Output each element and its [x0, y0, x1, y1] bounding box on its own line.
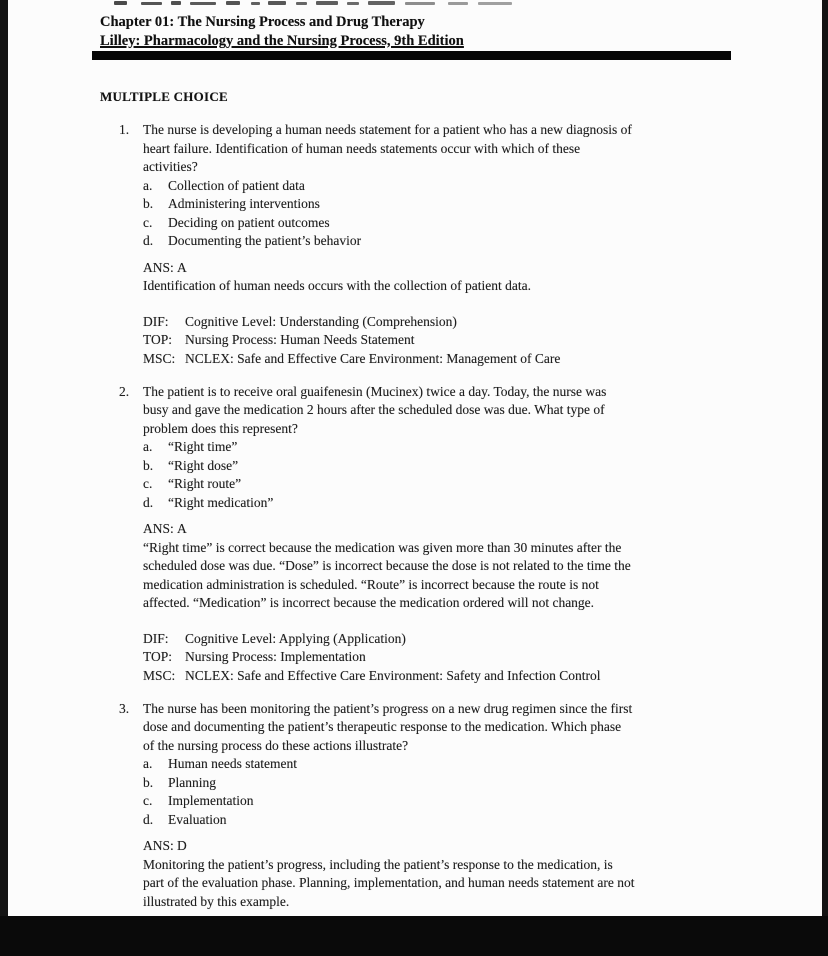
document-body [0, 88, 828, 911]
answer-label: ANS: [143, 521, 174, 536]
option-text: “Right medication” [168, 494, 274, 510]
answer-value: D [177, 838, 187, 853]
meta-text: NCLEX: Safe and Effective Care Environment: Management of Care [185, 350, 561, 366]
document-header [100, 13, 464, 51]
rationale [119, 539, 748, 613]
meta-top [143, 648, 748, 667]
option-c [119, 475, 748, 494]
text-smudge [347, 2, 359, 5]
rationale-line: illustrated by this example. [143, 893, 290, 909]
book-title: Lilley: Pharmacology and the Nursing Process, 9th Edition [100, 33, 464, 49]
rationale [119, 277, 748, 296]
stem-line: dose and documenting the patient’s therapeutic response to the medication. Which phase [143, 719, 622, 734]
option-b [119, 195, 748, 214]
option-text: Administering interventions [168, 196, 320, 211]
rationale [119, 856, 748, 912]
scan-border-bottom [0, 916, 828, 956]
question-stem [143, 121, 748, 177]
clipped-text-remnant [0, 0, 828, 7]
meta-dif [143, 630, 748, 649]
stem-line: The patient is to receive oral guaifenesin (Mucinex) twice a day. Today, the nurse was [143, 383, 607, 399]
question-stem [143, 700, 748, 756]
question-stem-row [119, 700, 748, 756]
stem-line: of the nursing process do these actions illustrate? [143, 737, 409, 753]
option-letter: b. [143, 196, 154, 211]
option-a [119, 438, 748, 457]
text-smudge [226, 1, 240, 5]
option-d [119, 811, 748, 830]
meta-msc [143, 667, 748, 686]
answer-row [119, 837, 748, 856]
question-meta [119, 313, 748, 369]
option-d [119, 232, 748, 251]
question-stem-row [119, 121, 748, 177]
section-heading: MULTIPLE CHOICE [100, 89, 228, 104]
chapter-title: Chapter 01: The Nursing Process and Drug Therapy [100, 14, 425, 30]
option-letter: c. [143, 214, 153, 230]
option-text: “Right dose” [168, 457, 239, 473]
text-smudge [368, 1, 395, 5]
option-a [119, 755, 748, 774]
answer-label: ANS: [143, 838, 174, 853]
rationale-line: affected. “Medication” is incorrect because the medication ordered will not change. [143, 595, 595, 610]
question-block-3 [119, 700, 828, 912]
stem-line: activities? [143, 159, 198, 174]
rationale-line: part of the evaluation phase. Planning, implementation, and human needs statement are not [143, 875, 635, 890]
option-c [119, 214, 748, 233]
answer-label: ANS: [143, 259, 174, 275]
question-block-2 [119, 383, 828, 686]
question-meta [119, 630, 748, 686]
text-smudge [114, 1, 127, 5]
meta-top [143, 331, 748, 350]
option-letter: a. [143, 756, 153, 771]
meta-label: DIF: [143, 313, 169, 329]
rationale-line: Identification of human needs occurs with the collection of patient data. [143, 278, 531, 293]
options-list [119, 438, 748, 512]
option-letter: d. [143, 233, 154, 248]
stem-line: The nurse is developing a human needs statement for a patient who has a new diagnosis of [143, 122, 632, 137]
header-divider-bar [92, 51, 731, 60]
option-text: Deciding on patient outcomes [168, 214, 330, 230]
question-stem-row [119, 383, 748, 439]
option-letter: d. [143, 811, 154, 827]
meta-label: MSC: [143, 350, 176, 366]
option-letter: c. [143, 476, 153, 491]
question-stem [143, 383, 748, 439]
scan-border-right [822, 0, 828, 956]
meta-text: Cognitive Level: Applying (Application) [185, 630, 406, 646]
meta-text: NCLEX: Safe and Effective Care Environment: Safety and Infection Control [185, 667, 601, 683]
option-letter: b. [143, 774, 154, 790]
option-b [119, 457, 748, 476]
options-list [119, 755, 748, 829]
options-list [119, 177, 748, 251]
option-text: Collection of patient data [168, 177, 305, 193]
option-text: Evaluation [168, 811, 227, 827]
rationale-line: scheduled dose was due. “Dose” is incorrect because the dose is not related to the time the [143, 558, 631, 573]
option-letter: d. [143, 494, 154, 510]
option-text: “Right time” [168, 439, 238, 454]
option-b [119, 774, 748, 793]
text-smudge [268, 1, 286, 5]
answer-row [119, 520, 748, 539]
option-letter: a. [143, 439, 153, 454]
meta-label: MSC: [143, 667, 176, 683]
option-text: “Right route” [168, 476, 242, 491]
scan-border-left [0, 0, 8, 956]
meta-msc [143, 350, 748, 369]
option-letter: c. [143, 793, 153, 808]
answer-value: A [177, 259, 187, 275]
stem-line: The nurse has been monitoring the patient’s progress on a new drug regimen since the first [143, 700, 633, 716]
question-number: 2. [119, 383, 130, 399]
text-smudge [296, 2, 307, 5]
rationale-line: “Right time” is correct because the medication was given more than 30 minutes after the [143, 539, 622, 555]
option-a [119, 177, 748, 196]
text-smudge [405, 2, 435, 5]
option-letter: a. [143, 177, 153, 193]
meta-label: TOP: [143, 649, 173, 664]
stem-line: busy and gave the medication 2 hours after the scheduled dose was due. What type of [143, 402, 605, 417]
text-smudge [171, 1, 181, 5]
stem-line: problem does this represent? [143, 420, 298, 436]
meta-text: Nursing Process: Implementation [185, 649, 366, 664]
question-number: 3. [119, 700, 130, 716]
meta-dif [143, 313, 748, 332]
option-c [119, 792, 748, 811]
text-smudge [316, 1, 338, 5]
option-text: Human needs statement [168, 756, 297, 771]
text-smudge [141, 2, 162, 5]
meta-label: DIF: [143, 630, 169, 646]
option-d [119, 494, 748, 513]
option-text: Planning [168, 774, 217, 790]
rationale-line: Monitoring the patient’s progress, including the patient’s response to the medication, is [143, 856, 613, 872]
question-block-1 [119, 121, 828, 368]
option-text: Implementation [168, 793, 254, 808]
text-smudge [251, 2, 260, 5]
question-number: 1. [119, 122, 130, 137]
answer-row [119, 259, 748, 278]
rationale-line: medication administration is scheduled. “Route” is incorrect because the route is not [143, 576, 599, 592]
text-smudge [448, 2, 468, 5]
text-smudge [190, 2, 216, 5]
option-text: Documenting the patient’s behavior [168, 233, 362, 248]
meta-label: TOP: [143, 332, 173, 347]
stem-line: heart failure. Identification of human needs statements occur with which of these [143, 140, 581, 156]
meta-text: Cognitive Level: Understanding (Comprehension) [185, 313, 457, 329]
option-letter: b. [143, 457, 154, 473]
text-smudge [478, 2, 512, 5]
answer-value: A [177, 521, 187, 536]
meta-text: Nursing Process: Human Needs Statement [185, 332, 415, 347]
